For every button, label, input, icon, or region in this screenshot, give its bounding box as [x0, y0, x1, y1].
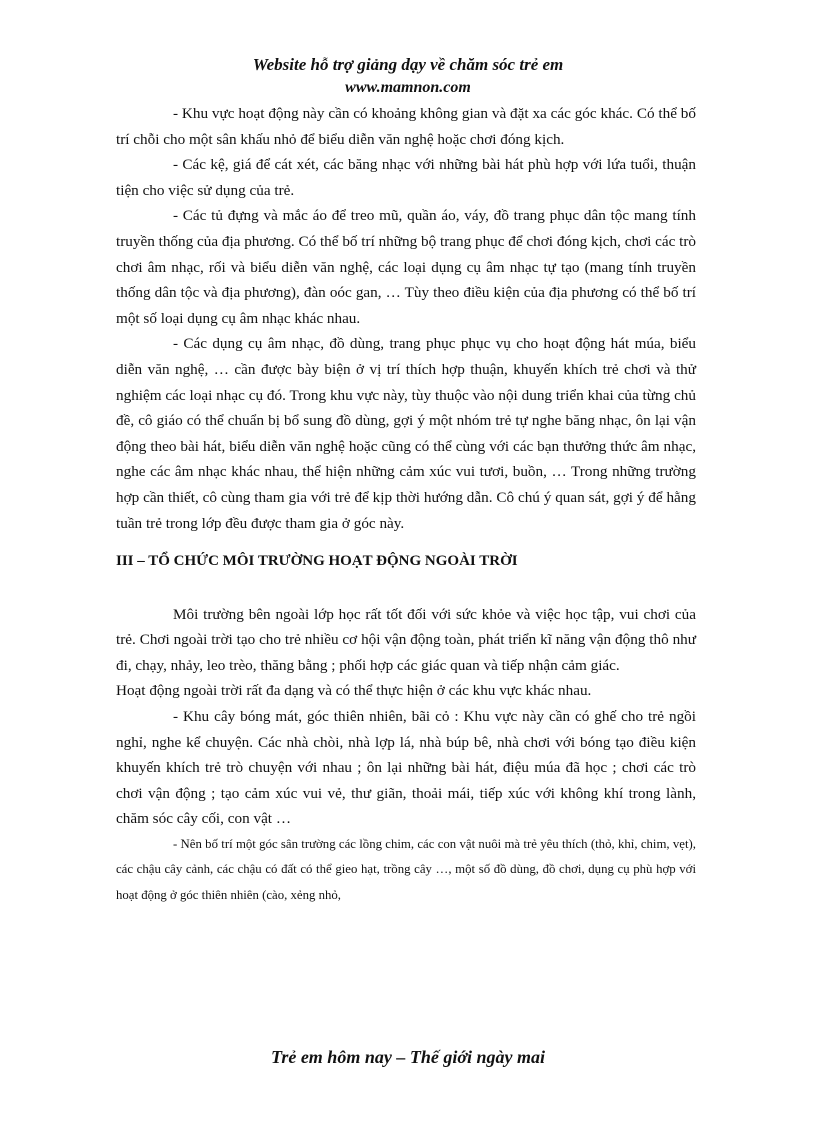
page-header [0, 53, 816, 99]
paragraph-outdoor-activities: Hoạt động ngoài trời rất đa dạng và có thể thực hiện ở các khu vực khác nhau. [116, 682, 592, 700]
section-heading: III – TỔ CHỨC MÔI TRƯỜNG HOẠT ĐỘNG NGOÀI TRỜI [116, 553, 518, 570]
page-footer: Trẻ em hôm nay – Thế giới ngày mai [271, 1047, 545, 1067]
paragraph-instruments: - Các dụng cụ âm nhạc, đồ dùng, trang phục phục vụ cho hoạt động hát múa, biểu diễn văn nghệ, … cần được bày biện ở vị trí thích hợp thuận, khuyến khích trẻ chơi và thử nghiệm các loại nhạc cụ đó. Trong khu vực này, tùy thuộc vào nội dung triển khai của từng chủ đề, cô giáo có thể chuẩn bị bổ sung đồ dùng, gợi ý một nhóm trẻ tự nghe băng nhạc, ôn lại vận động theo bài hát, biểu diễn văn nghệ hoặc cũng có thể cùng với các bạn thưởng thức âm nhạc, nghe các âm nhạc khác nhau, thể hiện những cảm xúc vui tươi, buồn, … Trong những trường hợp cần thiết, cô cùng tham gia với trẻ để kịp thời hướng dẫn. Cô chú ý quan sát, gợi ý để hằng tuần trẻ trong lớp đều được tham gia ở góc này. [116, 335, 696, 532]
paragraph-costumes: - Các tủ đựng và mắc áo để treo mũ, quần áo, váy, đồ trang phục dân tộc mang tính truyền thống của địa phương. Có thể bố trí những bộ trang phục để chơi đóng kịch, chơi các trò chơi âm nhạc, rối và biểu diễn văn nghệ, các loại dụng cụ âm nhạc tự tạo (mang tính truyền thống dân tộc và địa phương), đàn oóc gan, … Tùy theo điều kiện của địa phương có thể bố trí một số loại dụng cụ âm nhạc khác nhau. [116, 207, 697, 327]
paragraph-outdoor-environment: Môi trường bên ngoài lớp học rất tốt đối với sức khỏe và việc học tập, vui chơi của trẻ. Chơi ngoài trời tạo cho trẻ nhiều cơ hội vận động toàn, phát triển kĩ năng vận động thô như đi, chạy, nhảy, leo trèo, thăng bằng ; phối hợp các giác quan và tiếp nhận cảm giác. [116, 605, 696, 674]
paragraph-nature-corner: - Nên bố trí một góc sân trường các lồng chim, các con vật nuôi mà trẻ yêu thích (thỏ, khỉ, chim, vẹt), các chậu cây cảnh, các chậu có đất có thể gieo hạt, trồng cây …, một số đồ dùng, đồ chơi, dụng cụ phù hợp với hoạt động ở góc thiên nhiên (cào, xẻng nhỏ, [116, 837, 696, 902]
paragraph-stage-area: - Khu vực hoạt động này cần có khoảng không gian và đặt xa các góc khác. Có thể bố trí chỗi cho một sân khấu nhỏ để biểu diễn văn nghệ hoặc chơi đóng kịch. [116, 105, 696, 148]
header-title: Website hỗ trợ giảng dạy về chăm sóc trẻ em [252, 55, 564, 74]
document-body [116, 101, 696, 908]
header-url: www.mamnon.com [345, 79, 471, 96]
paragraph-shade-area: - Khu cây bóng mát, góc thiên nhiên, bãi cỏ : Khu vực này cần có ghế cho trẻ ngồi nghỉ, nghe kể chuyện. Các nhà chòi, nhà lợp lá, nhà búp bê, nhà chơi với bóng tạo điều kiện khuyến khích trẻ trò chuyện với nhau ; ôn lại những bài hát, điệu múa đã học ; chơi các trò chơi vận động ; tạo cảm xúc vui vẻ, thư giãn, thoải mái, tiếp xúc với không khí trong lành, chăm sóc cây cối, con vật … [116, 708, 696, 828]
paragraph-shelves: - Các kệ, giá để cát xét, các băng nhạc với những bài hát phù hợp với lứa tuổi, thuận tiện cho việc sử dụng của trẻ. [116, 156, 696, 199]
